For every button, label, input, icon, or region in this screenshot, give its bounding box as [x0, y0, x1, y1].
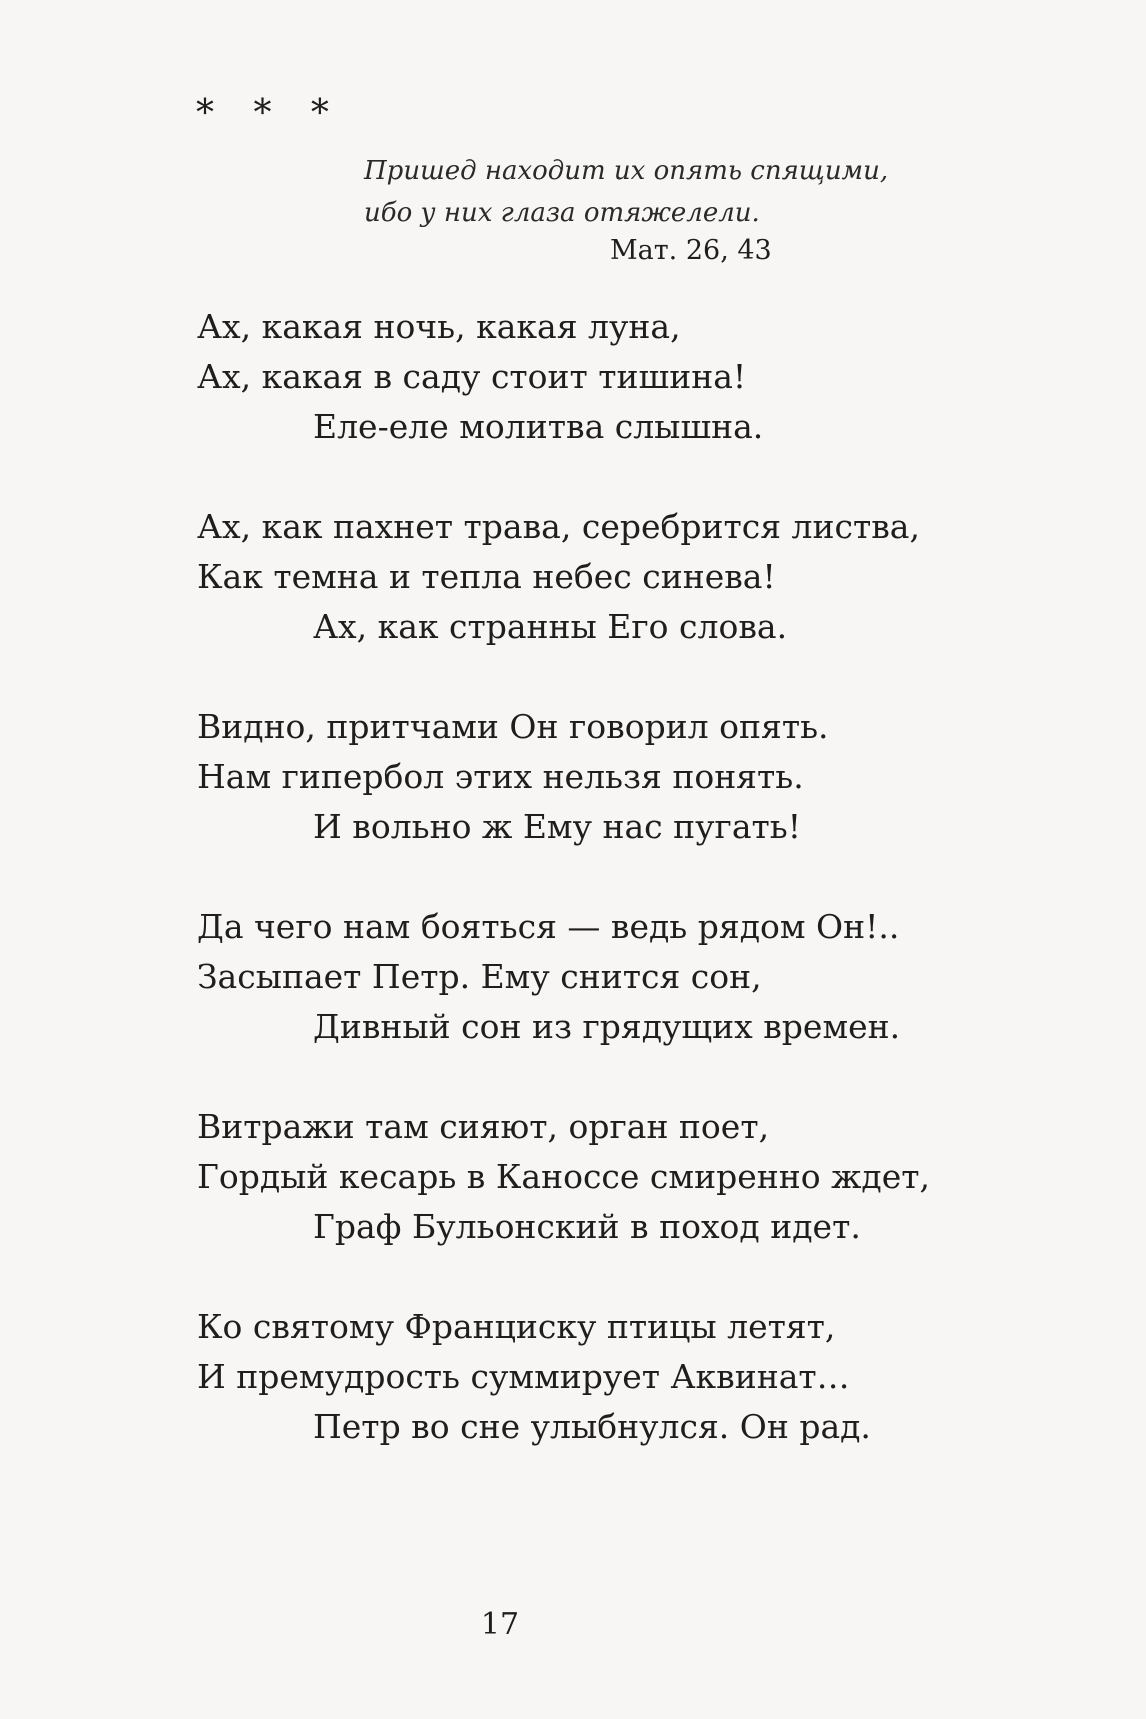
poem-line: Петр во сне улыбнулся. Он рад.	[313, 1407, 871, 1446]
poem-line: Ах, как пахнет трава, серебрится листва,	[197, 507, 920, 546]
stanza	[197, 502, 930, 652]
stanza	[197, 902, 930, 1052]
poem-line: Ах, какая в саду стоит тишина!	[197, 357, 747, 396]
epigraph-line: Пришед находит их опять спящими,	[364, 156, 889, 186]
stanza	[197, 1302, 930, 1452]
poem-line: Видно, притчами Он говорил опять.	[197, 707, 829, 746]
poem-line: Ах, как странны Его слова.	[313, 607, 788, 646]
poem-line: Да чего нам бояться — ведь рядом Он!..	[197, 907, 900, 946]
poem-line: Ах, какая ночь, какая луна,	[197, 307, 681, 346]
page-number: 17	[480, 1607, 520, 1642]
poem-line: Дивный сон из грядущих времен.	[313, 1007, 901, 1046]
poem-line: И вольно ж Ему нас пугать!	[313, 807, 802, 846]
section-separator: * * *	[196, 93, 343, 134]
stanza	[197, 1102, 930, 1252]
poem-line: И премудрость суммирует Аквинат…	[197, 1357, 850, 1396]
epigraph-source: Мат. 26, 43	[610, 235, 772, 266]
poem-line: Ко святому Франциску птицы летят,	[197, 1307, 836, 1346]
poem	[197, 302, 930, 1452]
poem-line: Еле-еле молитва слышна.	[313, 407, 764, 446]
epigraph-line: ибо у них глаза отяжелели.	[364, 198, 760, 228]
poem-line: Витражи там сияют, орган поет,	[197, 1107, 770, 1146]
stanza	[197, 302, 930, 452]
poem-line: Гордый кесарь в Каноссе смиренно ждет,	[197, 1157, 931, 1196]
epigraph	[364, 150, 888, 234]
poem-line: Как темна и тепла небес синева!	[197, 557, 776, 596]
poem-line: Засыпает Петр. Ему снится сон,	[197, 957, 762, 996]
poem-line: Нам гипербол этих нельзя понять.	[197, 757, 804, 796]
poem-line: Граф Бульонский в поход идет.	[313, 1207, 861, 1246]
stanza	[197, 702, 930, 852]
